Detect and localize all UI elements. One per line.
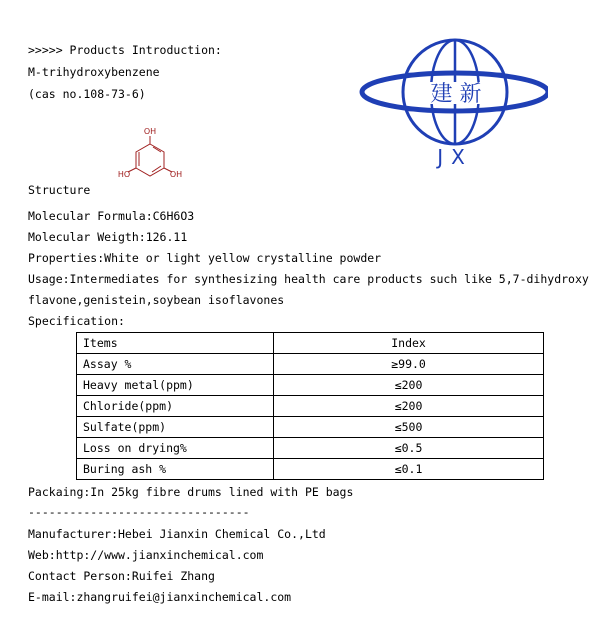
item-cell: Sulfate(ppm) <box>77 417 274 438</box>
index-cell: ≥99.0 <box>274 354 544 375</box>
item-cell: Chloride(ppm) <box>77 396 274 417</box>
chemical-structure-diagram <box>100 122 200 188</box>
item-cell: Assay % <box>77 354 274 375</box>
index-cell: ≤0.1 <box>274 459 544 480</box>
oh-left-label: HO <box>117 170 131 179</box>
logo-letters: JX <box>437 145 473 169</box>
cas-number: (cas no.108-73-6) <box>28 87 146 101</box>
item-cell: Loss on drying% <box>77 438 274 459</box>
logo-cjk-text: 建 新 <box>430 82 482 107</box>
contact-person: Contact Person:Ruifei Zhang <box>28 569 215 583</box>
item-cell: Heavy metal(ppm) <box>77 375 274 396</box>
table-row <box>77 459 544 480</box>
molecular-formula: Molecular Formula:C6H6O3 <box>28 209 195 223</box>
email: E-mail:zhangruifei@jianxinchemical.com <box>28 590 292 604</box>
structure-label: Structure <box>28 183 91 197</box>
specification-table <box>76 332 544 480</box>
usage-line-2: flavone,genistein,soybean isoflavones <box>28 293 285 307</box>
intro-title: >>>>> Products Introduction: <box>28 43 222 57</box>
table-header-row <box>77 333 544 354</box>
index-cell: ≤200 <box>274 396 544 417</box>
oh-top-label: OH <box>143 127 157 136</box>
table-row <box>77 438 544 459</box>
website: Web:http://www.jianxinchemical.com <box>28 548 264 562</box>
index-cell: ≤200 <box>274 375 544 396</box>
table-row <box>77 417 544 438</box>
table-row <box>77 375 544 396</box>
packaging: Packaing:In 25kg fibre drums lined with PE bags <box>28 485 354 499</box>
oh-right-label: OH <box>169 170 183 179</box>
divider: -------------------------------- <box>28 505 250 519</box>
header-items: Items <box>77 333 274 354</box>
header-index: Index <box>274 333 544 354</box>
item-cell: Buring ash % <box>77 459 274 480</box>
product-name: M-trihydroxybenzene <box>28 65 160 79</box>
index-cell: ≤500 <box>274 417 544 438</box>
usage-line-1: Usage:Intermediates for synthesizing health care products such like 5,7-dihydroxy <box>28 272 589 286</box>
molecular-weight: Molecular Weigth:126.11 <box>28 230 188 244</box>
index-cell: ≤0.5 <box>274 438 544 459</box>
jianxin-logo <box>358 30 548 170</box>
table-row <box>77 354 544 375</box>
manufacturer: Manufacturer:Hebei Jianxin Chemical Co.,Ltd <box>28 527 326 541</box>
appearance: Properties:White or light yellow crystalline powder <box>28 251 382 265</box>
specification-label: Specification: <box>28 314 125 328</box>
table-row <box>77 396 544 417</box>
